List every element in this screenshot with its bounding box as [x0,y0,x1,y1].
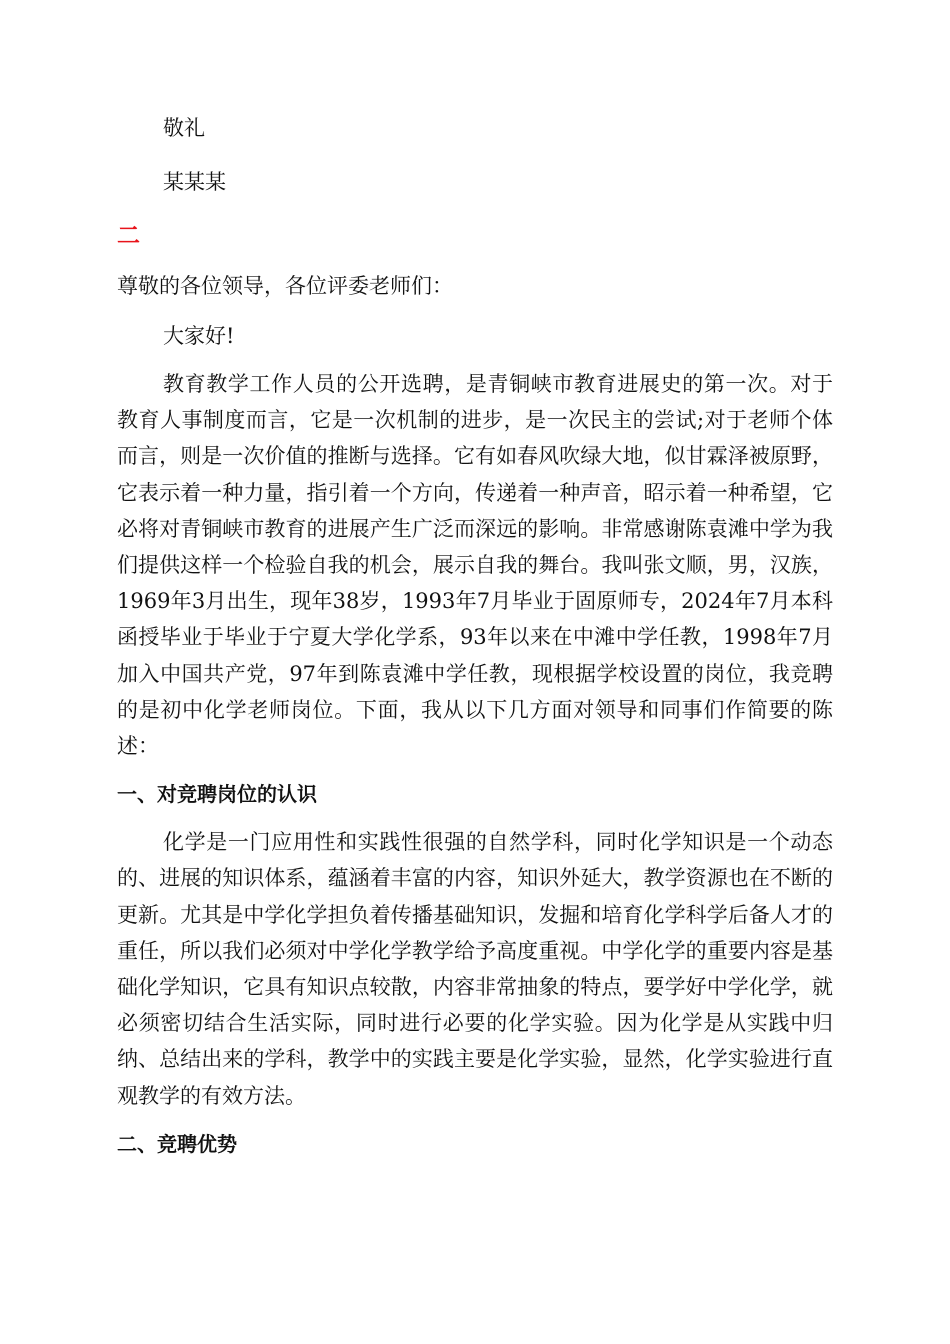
closing-signature: 某某某 [163,170,226,194]
section-1-paragraph: 化学是一门应用性和实践性很强的自然学科，同时化学知识是一个动态的、进展的知识体系，蕴涵着丰富的内容，知识外延大，教学资源也在不断的更新。尤其是中学化学担负着传播基础知识，发掘和培育化学科学后备人才的重任，所以我们必须对中学化学教学给予高度重视。中学化学的重要内容是基础化学知识，它具有知识点较散，内容非常抽象的特点，要学好中学化学，就必须密切结合生活实际，同时进行必要的化学实验。因为化学是从实践中归纳、总结出来的学科，教学中的实践主要是化学实验，显然，化学实验进行直观教学的有效方法。 [117,830,833,1108]
speech-addressee: 尊敬的各位领导，各位评委老师们： [117,274,453,298]
document-page [117,110,833,1174]
intro-paragraph: 教育教学工作人员的公开选聘，是青铜峡市教育进展史的第一次。对于教育人事制度而言，它是一次机制的进步，是一次民主的尝试;对于老师个体而言，则是一次价值的推断与选择。它有如春风吹绿大地，似甘霖泽被原野，它表示着一种力量，指引着一个方向，传递着一种声音，昭示着一种希望，它必将对青铜峡市教育的进展产生广泛而深远的影响。非常感谢陈袁滩中学为我们提供这样一个检验自我的机会，展示自我的舞台。我叫张文顺，男，汉族，1969年3月出生，现年38岁，1993年7月毕业于固原师专，2024年7月本科函授毕业于毕业于宁夏大学化学系，93年以来在中滩中学任教，1998年7月加入中国共产党，97年到陈袁滩中学任教，现根据学校设置的岗位，我竞聘的是初中化学老师岗位。下面，我从以下几方面对领导和同事们作简要的陈述： [117,372,833,759]
section-heading-2: 二、竞聘优势 [117,1131,237,1156]
section-heading-1: 一、对竞聘岗位的认识 [117,782,317,807]
closing-salutation: 敬礼 [163,116,205,140]
section-marker: 二 [117,223,140,249]
speech-greeting: 大家好! [163,324,235,348]
